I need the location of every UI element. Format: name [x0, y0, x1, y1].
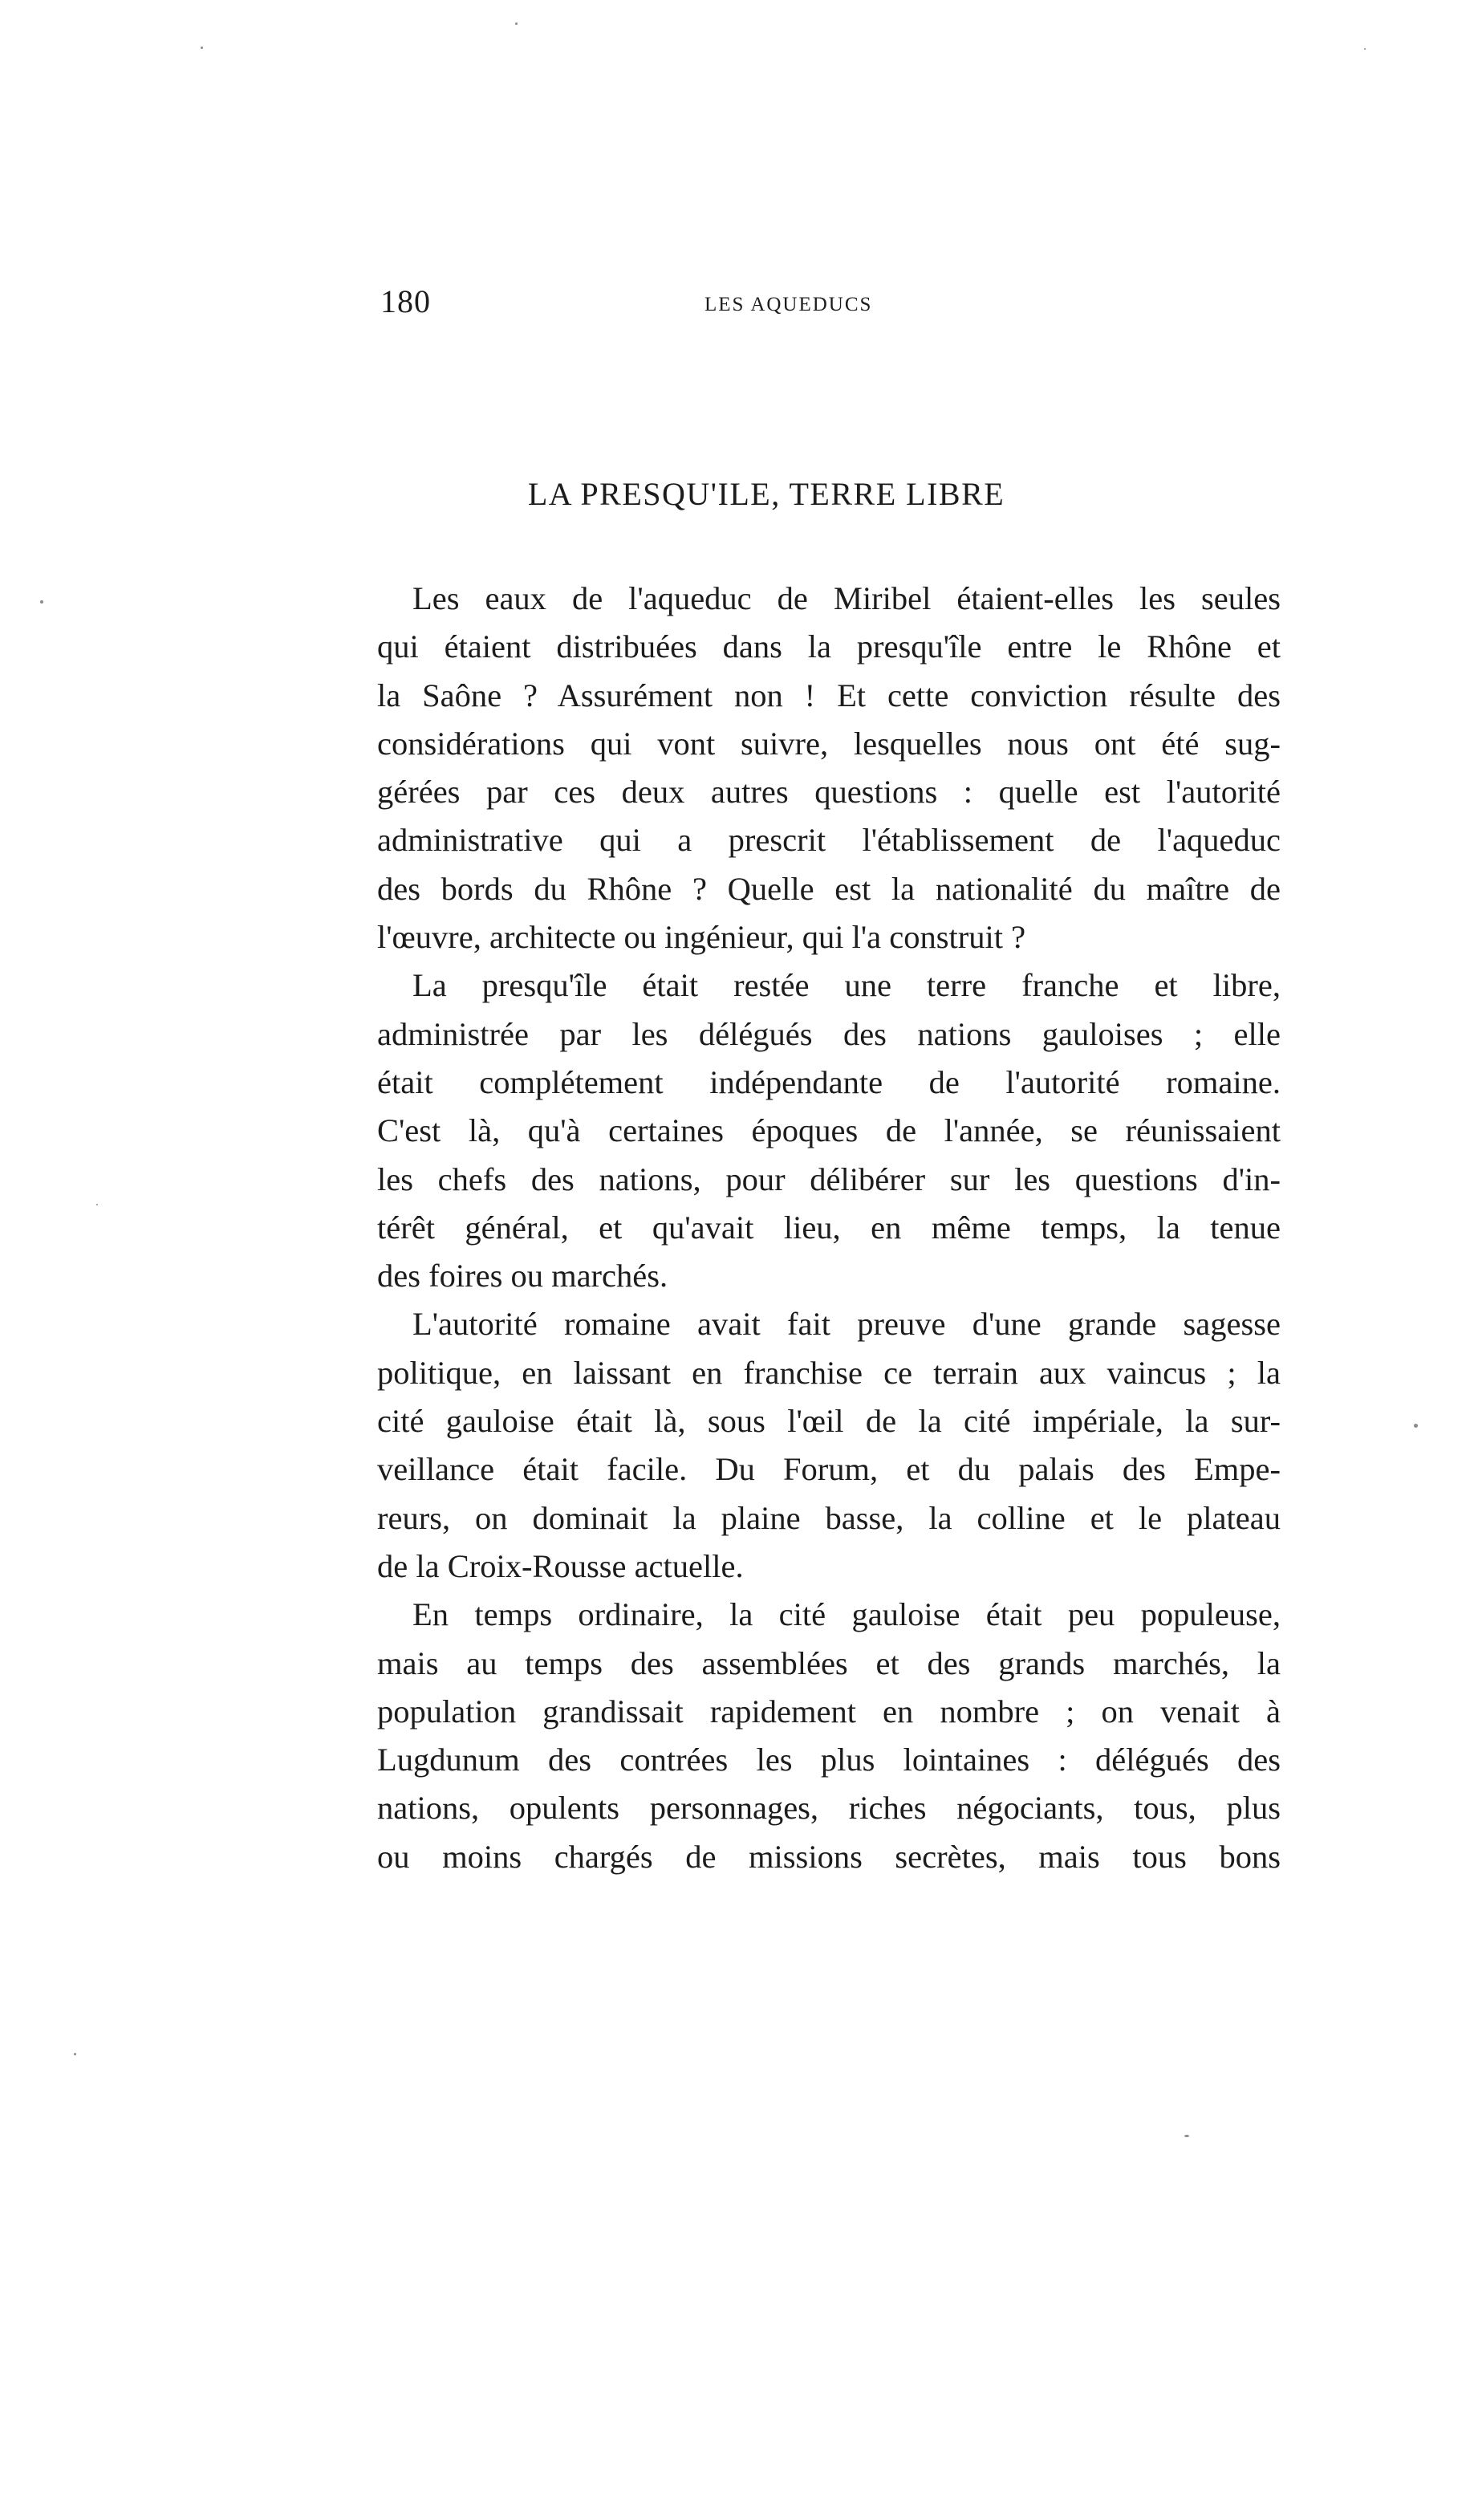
text-line: l'œuvre, architecte ou ingénieur, qui l'a construit ?: [377, 919, 1026, 956]
scan-speck: [1414, 1424, 1418, 1428]
page-number: 180: [380, 283, 431, 319]
text-line: qui étaient distribuées dans la presqu'île entre le Rhône et: [377, 628, 1281, 665]
text-line: nations, opulents personnages, riches négociants, tous, plus: [377, 1790, 1281, 1827]
text-line: administrée par les délégués des nations gauloises ; elle: [377, 1015, 1281, 1052]
text-line: C'est là, qu'à certaines époques de l'année, se réunissaient: [377, 1112, 1281, 1149]
running-head: [380, 282, 912, 323]
text-line: L'autorité romaine avait fait preuve d'une grande sagesse: [412, 1306, 1281, 1343]
scan-speck: [1364, 48, 1366, 50]
chapter-title: LA PRESQU'ILE, TERRE LIBRE: [527, 476, 1005, 512]
scan-speck: [96, 1204, 98, 1205]
scan-speck: [74, 2053, 76, 2055]
text-line: des foires ou marchés.: [377, 1258, 668, 1295]
text-line: reurs, on dominait la plaine basse, la colline et le plateau: [377, 1499, 1281, 1536]
text-line: ou moins chargés de missions secrètes, mais tous bons: [377, 1838, 1281, 1875]
scan-speck: [1184, 2135, 1189, 2137]
scan-speck: [515, 22, 518, 25]
body-text: [377, 575, 1281, 1881]
text-line: Lugdunum des contrées les plus lointaines : délégués des: [377, 1742, 1281, 1778]
text-line: veillance était facile. Du Forum, et du palais des Empe-: [377, 1451, 1281, 1488]
text-line: mais au temps des assemblées et des grands marchés, la: [377, 1644, 1281, 1681]
text-line: Les eaux de l'aqueduc de Miribel étaient-elles les seules: [412, 580, 1281, 616]
text-line: térêt général, et qu'avait lieu, en même temps, la tenue: [377, 1209, 1281, 1246]
text-line: administrative qui a prescrit l'établissement de l'aqueduc: [377, 822, 1281, 859]
text-line: gérées par ces deux autres questions : quelle est l'autorité: [377, 774, 1281, 811]
running-title: LES AQUEDUCS: [704, 294, 873, 315]
text-line: était complétement indépendante de l'autorité romaine.: [377, 1063, 1281, 1100]
text-line: En temps ordinaire, la cité gauloise était peu populeuse,: [412, 1596, 1281, 1633]
text-line: des bords du Rhône ? Quelle est la nationalité du maître de: [377, 870, 1281, 907]
text-line: politique, en laissant en franchise ce terrain aux vaincus ; la: [377, 1354, 1281, 1391]
text-line: cité gauloise était là, sous l'œil de la cité impériale, la sur-: [377, 1403, 1281, 1440]
text-line: population grandissait rapidement en nombre ; on venait à: [377, 1693, 1281, 1729]
text-line: les chefs des nations, pour délibérer sur les questions d'in-: [377, 1160, 1281, 1197]
scan-speck: [201, 47, 203, 49]
text-line: de la Croix-Rousse actuelle.: [377, 1547, 744, 1584]
scan-speck: [40, 600, 43, 604]
text-line: la Saône ? Assurément non ! Et cette conviction résulte des: [377, 677, 1281, 713]
text-line: considérations qui vont suivre, lesquelles nous ont été sug-: [377, 725, 1281, 762]
text-line: La presqu'île était restée une terre franche et libre,: [412, 967, 1281, 1004]
